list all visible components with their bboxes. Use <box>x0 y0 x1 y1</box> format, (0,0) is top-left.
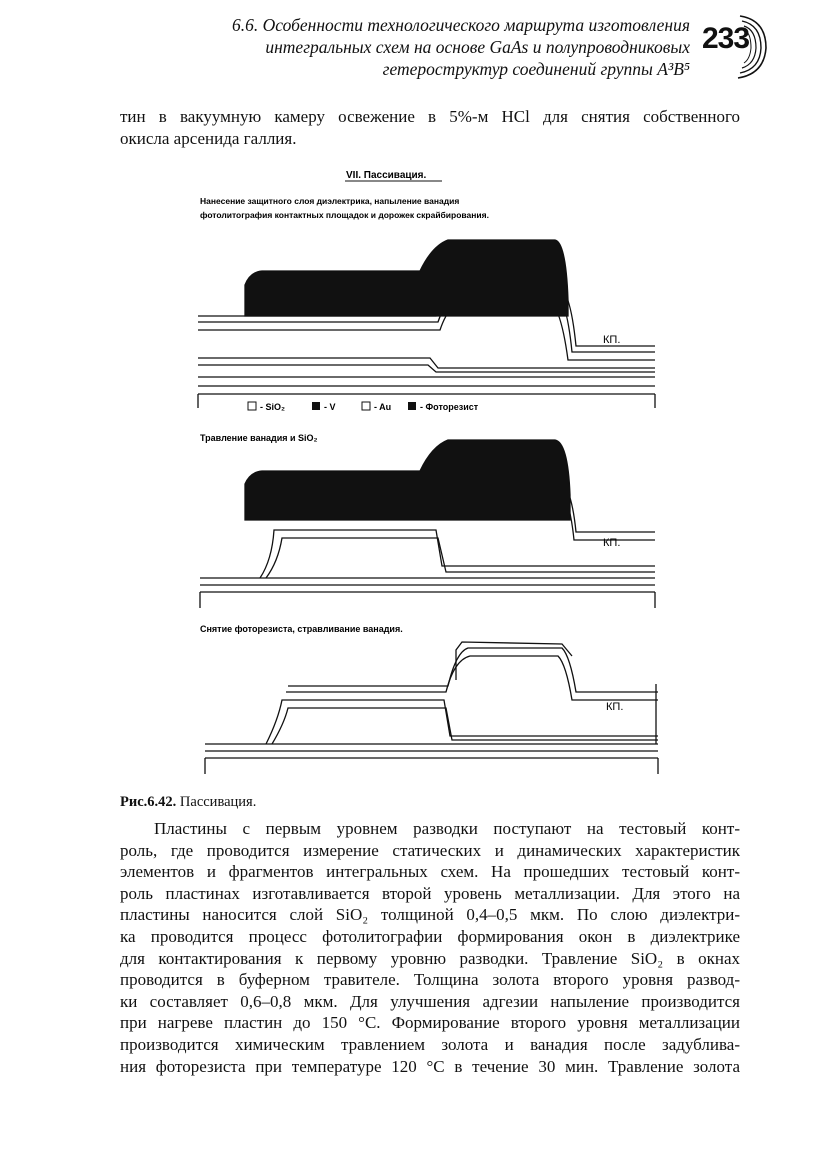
legend-au-label: - Au <box>374 402 392 412</box>
legend-v-swatch <box>312 402 320 410</box>
legend-sio2-label: - SiO₂ <box>260 402 286 412</box>
body-line: элементов и фрагментов интегральных схем. На прошедших тестовый конт- <box>120 862 740 882</box>
caption-text: Пассивация. <box>176 794 257 810</box>
legend-au-swatch <box>362 402 370 410</box>
body-line: производится химическим травлением золота и ванадия после задублива- <box>120 1034 740 1054</box>
page-number: 233 <box>702 22 750 55</box>
diagram-step2 <box>200 440 655 608</box>
body-line: ки составляет 0,6–0,8 мкм. Для улучшения адгезии напыление производится <box>120 991 740 1011</box>
body-paragraph <box>120 818 740 1077</box>
legend-pr-swatch <box>408 402 416 410</box>
kp-label-2: КП. <box>603 537 621 549</box>
intro-line: тин в вакуумную камеру освежение в 5%-м HCl для снятия собственного <box>120 107 740 126</box>
legend <box>248 402 479 412</box>
body-line: для контактирования к первому уровню разводки. Травление SiO₂ в окнах <box>120 948 740 968</box>
au-layer <box>266 538 655 578</box>
sio2-etched <box>260 530 655 578</box>
au-layer <box>272 708 658 744</box>
kp-label-3: КП. <box>606 701 624 713</box>
legend-pr-label: - Фоторезист <box>420 402 479 412</box>
diagram-step1 <box>198 240 655 408</box>
kp-label-1: КП. <box>603 334 621 346</box>
body-line: ка проводится процесс фотолитографии формирования окон в диэлектрике <box>120 926 740 946</box>
body-line: при нагреве пластин до 150 °С. Формирование второго уровня металлизации <box>120 1013 740 1033</box>
passivation-outline <box>288 648 658 692</box>
header-line-3: гетероструктур соединений группы A³B⁵ <box>382 59 690 79</box>
legend-v-label: - V <box>324 402 336 412</box>
figure-caption <box>120 794 256 811</box>
step2-title: Травление ванадия и SiO₂ <box>200 433 318 443</box>
diagram-step3 <box>205 642 658 774</box>
header-line-2: интегральных схем на основе GaAs и полупроводниковых <box>265 37 690 57</box>
body-line: проводится в буферном травителе. Толщина золота второго уровня развод- <box>120 970 740 990</box>
body-line: пластины наносится слой SiO₂ толщиной 0,4–0,5 мкм. По слою диэлектри- <box>120 905 740 925</box>
body-line: роль пластинах изготавливается второй уровень металлизации. Для этого на <box>120 883 740 903</box>
header-line-1: 6.6. Особенности технологического маршрута изготовления <box>232 15 690 35</box>
caption-number: Рис.6.42. <box>120 794 177 810</box>
body-line: роль, где проводится измерение статических и динамических характеристик <box>120 840 740 860</box>
passivation-top <box>286 656 658 700</box>
step1-line-1: Нанесение защитного слоя диэлектрика, напыление ванадия <box>200 196 460 206</box>
figure-section-title: VII. Пассивация. <box>346 170 427 181</box>
step1-line-2: фотолитография контактных площадок и дорожек скрайбирования. <box>200 210 489 220</box>
body-line: ния фоторезиста при температуре 120 °С в течение 30 мин. Травление золота <box>120 1056 740 1076</box>
intro-line: окисла арсенида галлия. <box>120 128 297 148</box>
photoresist-mask <box>245 240 568 316</box>
sio2-layer <box>266 700 658 744</box>
body-line: Пластины с первым уровнем разводки поступают на тестовый конт- <box>154 819 740 838</box>
legend-sio2-swatch <box>248 402 256 410</box>
step3-title: Снятие фоторезиста, стравливание ванадия. <box>200 624 403 634</box>
photoresist-mask <box>245 440 570 520</box>
